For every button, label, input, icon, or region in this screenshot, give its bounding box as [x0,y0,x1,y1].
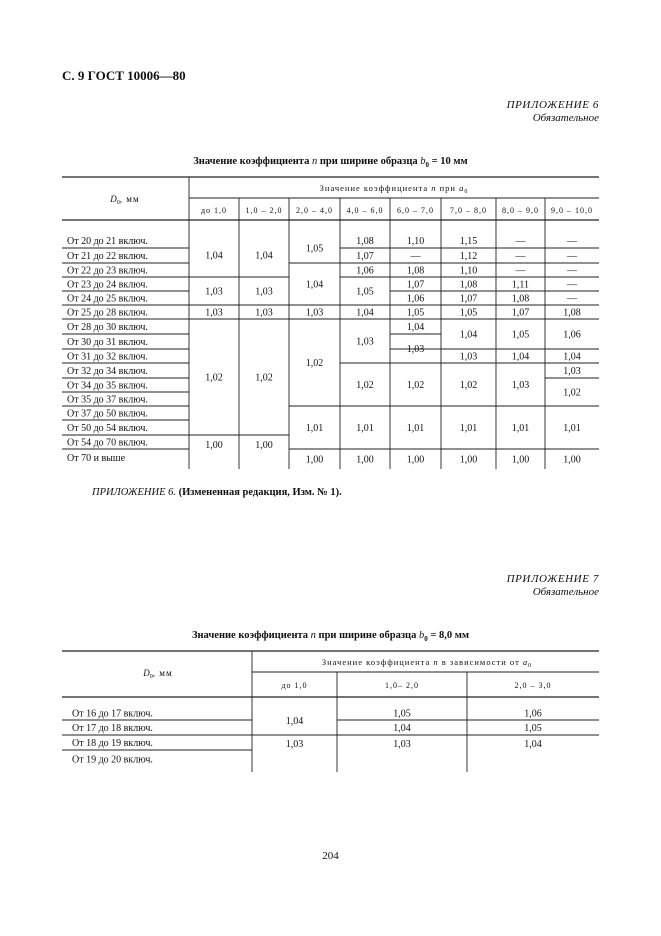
table-2-d-header: $D_0$, мм [143,668,173,680]
value-cell: 1,06 [406,293,425,305]
value-cell: 1,06 [563,329,581,341]
column-header: до 1,0 [200,206,228,215]
value-cell: 1,07 [511,307,530,319]
value-cell: 1,01 [511,423,530,434]
row-label: От 54 до 70 включ. [67,437,148,449]
value-cell: 1,03 [356,336,374,348]
value-cell: — [567,251,577,262]
value-cell: 1,03 [305,307,324,319]
value-cell: 1,07 [406,279,425,291]
column-header: 9,0 – 10,0 [551,206,593,215]
table-1-title: Значение коэффициента n при ширине образца $b_0 = 10$ мм [193,156,468,170]
table-1-d-header: $D_0$, мм [110,194,140,206]
value-cell: — [515,236,526,247]
row-label: От 34 до 35 включ. [67,380,148,392]
table-2-title: Значение коэффициента n при ширине образца $b_0 = 8,0$ мм [191,630,470,644]
value-cell: 1,07 [356,251,374,262]
value-cell: 1,03 [406,344,425,355]
value-cell: 1,04 [356,307,374,319]
value-cell: 1,04 [305,279,324,291]
value-cell: 1,00 [356,454,374,466]
value-cell: 1,04 [459,329,478,341]
value-cell: 1,01 [459,423,478,434]
value-cell: 1,06 [524,708,542,720]
column-header: 1,0 – 2,0 [245,206,283,215]
column-header: 4,0 – 6,0 [346,206,384,215]
value-cell: 1,08 [511,293,530,305]
page-header: С. 9 ГОСТ 10006—80 [62,68,186,83]
column-header: 6,0 – 7,0 [397,206,434,215]
value-cell: 1,04 [255,250,273,262]
value-cell: 1,05 [511,329,530,341]
row-label: От 50 до 54 включ. [67,423,148,434]
value-cell: — [515,251,526,262]
value-cell: 1,12 [459,251,478,262]
value-cell: 1,15 [459,236,478,247]
value-cell: 1,05 [305,243,324,255]
value-cell: 1,03 [285,739,304,750]
row-label: От 16 до 17 включ. [72,708,153,720]
value-cell: 1,04 [393,723,411,734]
row-label: От 35 до 37 включ. [67,394,148,406]
row-label: От 25 до 28 включ. [67,307,148,319]
value-cell: 1,00 [459,454,478,466]
value-cell: 1,05 [356,286,374,298]
row-label: От 37 до 50 включ. [67,408,148,420]
value-cell: 1,10 [459,265,478,277]
table-1-group-header: Значение коэффициента n при $a_0$ [319,183,469,195]
row-label: От 70 и выше [67,453,126,464]
table-1-row-labels [67,236,148,464]
revision-note: ПРИЛОЖЕНИЕ 6. (Измененная редакция, Изм. № 1). [92,487,342,498]
value-cell: 1,00 [406,454,425,466]
page-number: 204 [322,850,339,862]
value-cell: 1,11 [511,279,530,291]
value-cell: 1,01 [356,423,374,434]
table-1-values [205,236,581,466]
row-label: От 32 до 34 включ. [67,366,148,377]
value-cell: 1,01 [305,423,324,434]
value-cell: 1,02 [459,380,478,391]
value-cell: 1,04 [524,739,542,750]
value-cell: 1,03 [459,351,478,363]
value-cell: 1,04 [511,351,530,363]
value-cell: 1,08 [563,307,581,319]
table-2-group-header: Значение коэффициента n в зависимости от $a_0$ [321,657,533,669]
value-cell: 1,08 [459,279,478,291]
value-cell: 1,00 [511,454,530,466]
value-cell: 1,03 [511,380,530,391]
row-label: От 30 до 31 включ. [67,337,148,348]
value-cell: 1,00 [563,454,581,466]
value-cell: 1,05 [406,307,425,319]
column-header: 1,0– 2,0 [385,681,419,690]
value-cell: 1,07 [459,293,478,305]
value-cell: 1,02 [563,387,581,399]
value-cell: — [567,265,577,277]
value-cell: 1,04 [285,716,304,727]
appendix-7-label: ПРИЛОЖЕНИЕ 7 [506,573,599,585]
value-cell: 1,06 [356,265,374,277]
value-cell: 1,03 [563,366,581,377]
appendix-7-heading [507,573,599,599]
value-cell: 1,02 [406,380,425,391]
value-cell: 1,03 [255,286,273,298]
value-cell: — [567,293,577,305]
row-label: От 20 до 21 включ. [67,236,148,247]
value-cell: 1,02 [356,380,374,391]
value-cell: 1,02 [255,372,273,384]
value-cell: 1,05 [393,708,411,720]
value-cell: 1,03 [393,739,411,750]
row-label: От 22 до 23 включ. [67,265,148,277]
table-1-column-headers [201,206,593,215]
value-cell: — [567,236,577,247]
column-header: 2,0 – 4,0 [296,206,333,215]
value-cell: 1,03 [205,307,223,319]
column-header: до 1,0 [281,681,308,690]
value-cell: — [515,265,526,277]
value-cell: 1,10 [406,236,425,247]
row-label: От 17 до 18 включ. [72,723,153,734]
row-label: От 28 до 30 включ. [67,322,148,333]
row-label: От 19 до 20 включ. [72,754,153,766]
row-label: От 23 до 24 включ. [67,279,148,291]
value-cell: 1,00 [255,439,273,451]
value-cell: 1,02 [205,372,223,384]
value-cell: 1,08 [356,236,374,247]
column-header: 7,0 – 8,0 [450,206,487,215]
value-cell: — [410,251,421,262]
value-cell: — [567,279,577,291]
value-cell: 1,04 [563,351,581,363]
value-cell: 1,02 [305,358,324,369]
appendix-6-status: Обязательное [532,112,599,124]
appendix-7-status: Обязательное [532,586,599,598]
value-cell: 1,04 [406,322,425,333]
value-cell: 1,01 [406,423,425,434]
value-cell: 1,00 [305,454,324,466]
appendix-6-label: ПРИЛОЖЕНИЕ 6 [506,99,599,111]
value-cell: 1,03 [205,286,223,298]
row-label: От 21 до 22 включ. [67,251,148,262]
value-cell: 1,03 [255,307,273,319]
value-cell: 1,05 [459,307,478,319]
value-cell: 1,08 [406,265,425,277]
row-label: От 18 до 19 включ. [72,738,153,749]
column-header: 8,0 – 9,0 [502,206,539,215]
column-header: 2,0 – 3,0 [514,681,552,690]
row-label: От 31 до 32 включ. [67,351,148,363]
row-label: От 24 до 25 включ. [67,293,148,305]
value-cell: 1,00 [205,439,223,451]
value-cell: 1,01 [563,423,581,434]
value-cell: 1,04 [205,250,223,262]
value-cell: 1,05 [524,723,542,734]
